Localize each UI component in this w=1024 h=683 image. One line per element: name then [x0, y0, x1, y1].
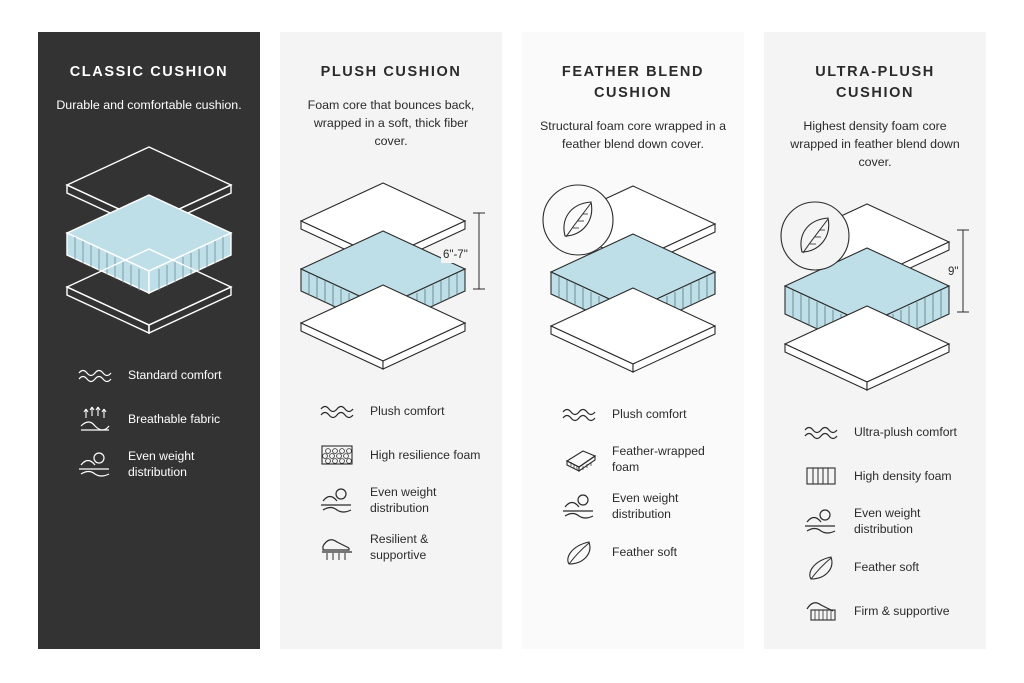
- feature-label: Feather-wrapped foam: [612, 444, 705, 475]
- feature-item: [318, 440, 486, 470]
- high-density-foam-icon: [802, 461, 840, 491]
- resilient-support-icon: [318, 532, 356, 562]
- feature-label: Feather soft: [612, 544, 678, 559]
- cushion-diagram: [291, 169, 491, 384]
- even-weight-icon: [76, 449, 114, 479]
- dimension-indicator: [473, 213, 485, 289]
- feature-list: [296, 396, 486, 564]
- cushion-layers-illustration: [49, 133, 249, 348]
- feature-label: High resilience foam: [370, 447, 481, 462]
- feature-item: [802, 552, 970, 582]
- cushion-diagram: [775, 190, 975, 405]
- leaf-badge: [781, 202, 849, 270]
- card-title: ULTRA-PLUSH CUSHION: [815, 64, 935, 102]
- feature-label: Firm & supportive: [854, 603, 950, 618]
- card-title: PLUSH CUSHION: [320, 64, 462, 80]
- feature-item: [318, 484, 486, 517]
- card-feather-blend-cushion: [522, 32, 744, 649]
- firm-support-icon: [802, 596, 840, 626]
- card-description: Durable and comfortable cushion.: [56, 98, 242, 113]
- feature-item: [318, 396, 486, 426]
- feather-icon: [802, 552, 840, 582]
- wave-icon: [76, 360, 114, 390]
- feature-label: Even weight distribution: [854, 505, 921, 537]
- high-resilience-foam-icon: [318, 440, 356, 470]
- feature-item: [76, 360, 244, 390]
- feature-item: [802, 461, 970, 491]
- feature-item: [560, 399, 728, 429]
- feature-item: [802, 505, 970, 538]
- card-description: Highest density foam core wrapped in feather blend down cover.: [790, 119, 960, 169]
- wave-icon: [318, 396, 356, 426]
- dimension-label: 6"-7": [443, 248, 468, 261]
- feature-item: [802, 417, 970, 447]
- card-description: Foam core that bounces back, wrapped in a soft, thick fiber cover.: [307, 98, 475, 148]
- feature-label: Resilient & supportive: [370, 531, 429, 563]
- layer-foam-core: [67, 195, 231, 293]
- feather-wrapped-foam-icon: [560, 444, 598, 474]
- feature-item: [560, 537, 728, 567]
- cushion-diagram: [49, 133, 249, 348]
- card-title: CLASSIC CUSHION: [69, 64, 229, 80]
- dimension-label: 9": [948, 265, 959, 278]
- feature-item: [318, 531, 486, 564]
- feature-list: [538, 399, 728, 567]
- card-classic-cushion: [38, 32, 260, 649]
- feature-item: [560, 490, 728, 523]
- wave-icon: [802, 417, 840, 447]
- even-weight-icon: [318, 485, 356, 515]
- feature-item: [76, 404, 244, 434]
- cushion-diagram: [533, 172, 733, 387]
- feature-item: [560, 443, 728, 476]
- leaf-badge: [543, 185, 613, 255]
- feather-icon: [560, 537, 598, 567]
- feature-label: Plush comfort: [612, 406, 687, 421]
- feature-label: Even weight distribution: [128, 449, 195, 480]
- feature-label: Breathable fabric: [128, 411, 221, 426]
- even-weight-icon: [802, 506, 840, 536]
- feature-list: [780, 417, 970, 626]
- card-title: FEATHER BLEND CUSHION: [561, 64, 705, 102]
- feature-list: [54, 360, 244, 481]
- card-ultra-plush-cushion: [764, 32, 986, 649]
- feature-item: [802, 596, 970, 626]
- feature-label: Feather soft: [854, 559, 920, 574]
- feature-item: [76, 448, 244, 481]
- card-description: Structural foam core wrapped in a feather blend down cover.: [540, 119, 726, 152]
- feature-label: High density foam: [854, 468, 952, 483]
- cushion-layers-illustration: [533, 172, 733, 387]
- breathable-fabric-icon: [76, 404, 114, 434]
- feature-label: Even weight distribution: [612, 490, 679, 522]
- cushion-layers-illustration: [291, 169, 491, 384]
- even-weight-icon: [560, 491, 598, 521]
- wave-icon: [560, 399, 598, 429]
- feature-label: Ultra-plush comfort: [854, 424, 957, 439]
- card-plush-cushion: [280, 32, 502, 649]
- feature-label: Even weight distribution: [370, 484, 437, 516]
- cushion-layers-illustration: [775, 190, 975, 405]
- feature-label: Standard comfort: [128, 367, 222, 382]
- feature-label: Plush comfort: [370, 403, 445, 418]
